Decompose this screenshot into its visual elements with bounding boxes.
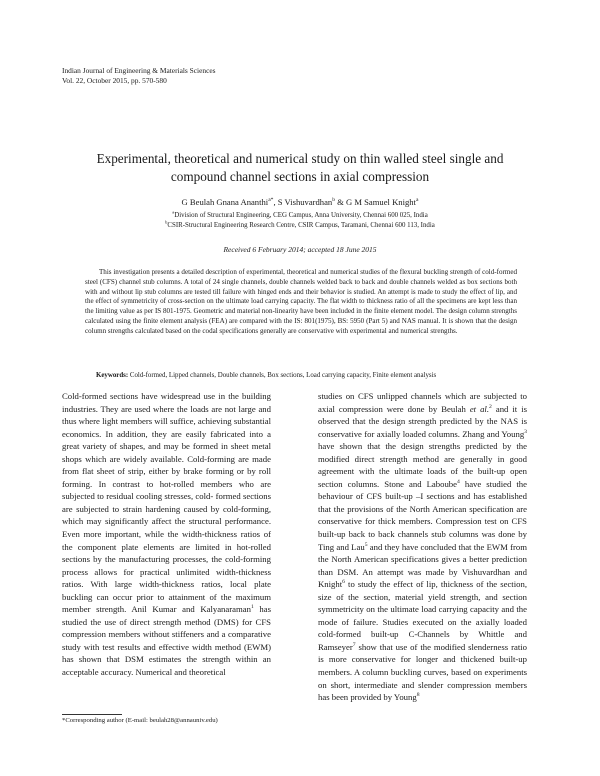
author-list: G Beulah Gnana Ananthi$^{a*}$, S Vishuvardhan$^b$ & G M Samuel Knight$^a$ [181, 197, 419, 207]
author-2-sup: b [332, 197, 336, 204]
ref-1: 1 [250, 604, 254, 611]
title-line-2: compound channel sections in axial compression [170, 169, 430, 184]
keywords [96, 372, 526, 379]
keywords-label: Keywords: [96, 372, 129, 379]
title-line-1: Experimental, theoretical and numerical study on thin walled steel single and [96, 151, 504, 166]
ref-6: 6 [342, 579, 345, 586]
affiliation-b: $^b$CSIR-Structural Engineering Research Centre, CSIR Campus, Taramani, Chennai 600 113, India [165, 219, 435, 229]
author-1: G Beulah Gnana Ananthi [181, 197, 269, 207]
body-column-left: Cold-formed sections have widespread use in the building industries. They are used where the loads are not large and thus where light members will suffice, achieving substantial economics. In addition, they are easily fabricated into a great variety of shapes, and may be formed in sheet metal shops which are widely available. Cold-forming are made from flat sheet of strip, either by brake forming or by roll forming. In contrast to hot-rolled members who are subjected to residual cooling stresses, cold- formed sections are subjected to strain hardening caused by cold-forming, which may significantly affect the structural performance. Even more important, while the width-thickness ratios of the component plate elements are limited in hot-rolled sections by the manufacturing processes, the cold-forming process allows for practical unlimited width-thickness ratios. With large width-thickness ratios, local plate buckling can occur prior to attainment of the maximum member strength. Anil Kumar and Kalyanaraman$^1$ has studied the use of direct strength method (DMS) for CFS compression members without stiffeners and a comparative study with test results and effective width method (EWM) has shown that DSM estimates the strength within an acceptable accuracy. Numerical and theoretical [62, 391, 271, 678]
footnote-rule [62, 714, 122, 715]
journal-volume: Vol. 22, October 2015, pp. 570-580 [62, 76, 167, 86]
received-dates: Received 6 February 2014; accepted 18 June 2015 [223, 245, 377, 254]
ref-4: 4 [457, 478, 460, 485]
affiliation-a: $^a$Division of Structural Engineering, CEG Campus, Anna University, Chennai 600 025, India [172, 209, 428, 219]
corresponding-author-footnote: *Corresponding author (E-mail: beulah28@annauniv.edu) [62, 717, 218, 724]
ref-5: 5 [364, 541, 368, 548]
ref-2: 2 [489, 403, 492, 410]
et-al: et al. [469, 403, 490, 414]
ref-7: 7 [352, 642, 356, 649]
affiliations [40, 211, 560, 231]
keywords-text: Cold-formed, Lipped channels, Double channels, Box sections, Load carrying capacity, Finite element analysis [129, 372, 437, 379]
abstract: This investigation presents a detailed description of experimental, theoretical and numerical studies of the flexural buckling strength of cold-formed steel (CFS) channel stub columns. A total of 24 single channels, double channels welded back to back and double channels welded as box sections both with and without lip stub columns are tested till failure with hinged ends and their behavior is studied. An attempt is made to study the effect of lip, and the effect of symmetricity of cross-section on the ultimate load carrying capacity. The flat width to thickness ratio of all the specimens are kept less than the limiting value as per IS 801-1975. Geometric and material non-linearity have been included in the finite element model. The design column strengths calculated using the finite element analysis (FEA) are compared with the IS: 801(1975), BS: 5950 (Part 5) and NAS manual. It is shown that the design column strengths calculated based on the codal specifications generally are conservative with experimental and numerical strengths. [85, 268, 517, 335]
author-3: G M Samuel Knight [346, 197, 416, 207]
author-1-sup: a* [268, 197, 274, 204]
paper-title [40, 150, 560, 186]
body-column-right: studies on CFS unlipped channels which are subjected to axial compression were done by Beulah et al.$^2$ and it is observed that the design strength predicted by the NAS is conservative for axially loaded columns. Zhang and Young$^3$ have shown that the design strengths predicted by the modified direct strength method are generally in good agreement with the ultimate loads of the built-up open section columns. Stone and Laboube$^4$ have studied the behaviour of CFS built-up –I sections and has established that the provisions of the North American specification are conservative for thick members. Compression test on CFS built-up back to back channels stub columns was done by Ting and Lau$^5$ and they have concluded that the EWM from the North American specifications gives a better prediction than DSM. An attempt was made by Vishuvardhan and Knight$^6$ to study the effect of lip, thickness of the section, size of the section, material yield strength, and section symmetricity on the ultimate load carrying capacity and the mode of failure. Studies executed on the axially loaded cold-formed built-up C-Channels by Whittle and Ramseyer$^7$ show that use of the modified slenderness ratio is more conservative for longer and thickened built-up members. A column buckling curves, based on experiments on short, intermediate and slender compression members has been provided by Young$^8$ [318, 391, 528, 703]
journal-name: Indian Journal of Engineering & Materials Sciences [62, 66, 216, 75]
ref-3: 3 [524, 428, 527, 435]
ref-8: 8 [416, 692, 420, 699]
author-2: S Vishuvardhan [277, 197, 333, 207]
journal-header [62, 66, 216, 86]
author-3-sup: a [415, 197, 419, 204]
